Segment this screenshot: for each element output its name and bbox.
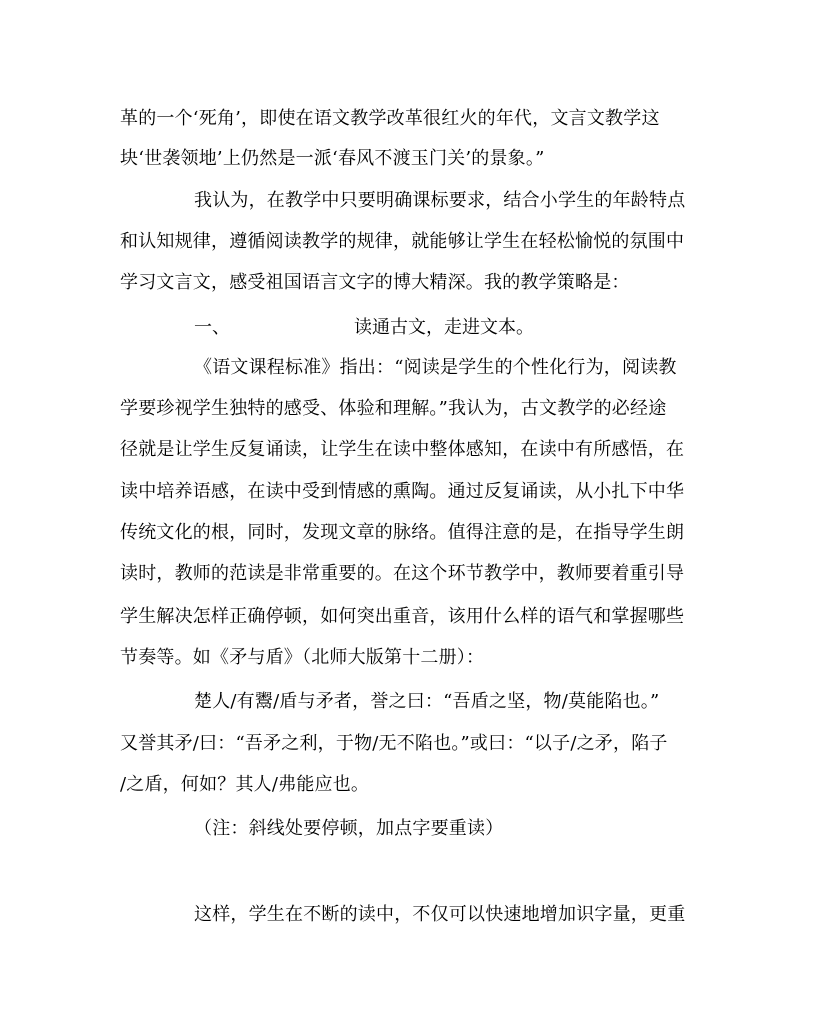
quote-line: 楚人/有鬻/盾与矛者，誉之曰：“吾盾之坚，物/莫能陷也。” bbox=[194, 691, 660, 712]
paragraph-line: 学习文言文，感受祖国语言文字的博大精深。我的教学策略是： bbox=[120, 272, 630, 293]
paragraph-line: 节奏等。如《矛与盾》（北师大版第十二册）： bbox=[120, 647, 485, 668]
section-heading-number: 一、 bbox=[194, 317, 230, 338]
section-heading-title: 读通古文，走进文本。 bbox=[354, 317, 534, 338]
quote-line: /之盾，何如？其人/弗能应也。 bbox=[120, 774, 370, 795]
paragraph-line: 读时，教师的范读是非常重要的。在这个环节教学中，教师要着重引导 bbox=[120, 563, 685, 584]
paragraph-line: 我认为，在教学中只要明确课标要求，结合小学生的年龄特点 bbox=[194, 190, 686, 211]
paragraph-line: 学要珍视学生独特的感受、体验和理解。”我认为，古文教学的必经途 bbox=[120, 398, 667, 419]
paragraph-line: 径就是让学生反复诵读，让学生在读中整体感知，在读中有所感悟，在 bbox=[120, 439, 685, 460]
paragraph-line: 和认知规律，遵循阅读教学的规律，就能够让学生在轻松愉悦的氛围中 bbox=[120, 231, 685, 252]
paragraph-line: 传统文化的根，同时，发现文章的脉络。值得注意的是，在指导学生朗 bbox=[120, 522, 685, 543]
paragraph-line: 革的一个‘死角’，即使在语文教学改革很红火的年代，文言文教学这 bbox=[120, 108, 660, 129]
paragraph-line: 读中培养语感，在读中受到情感的熏陶。通过反复诵读，从小扎下中华 bbox=[120, 481, 685, 502]
note-line: （注：斜线处要停顿，加点字要重读） bbox=[194, 818, 504, 839]
quote-line: 又誉其矛/曰：“吾矛之利，于物/无不陷也。”或曰：“以子/之矛，陷子 bbox=[120, 733, 668, 754]
paragraph-line: 学生解决怎样正确停顿，如何突出重音，该用什么样的语气和掌握哪些 bbox=[120, 606, 685, 627]
paragraph-line: 块‘世袭领地’上仍然是一派‘春风不渡玉门关’的景象。” bbox=[120, 148, 545, 169]
paragraph-line: 这样，学生在不断的读中，不仅可以快速地增加识字量，更重 bbox=[194, 904, 686, 925]
paragraph-line: 《语文课程标准》指出：“阅读是学生的个性化行为，阅读教 bbox=[194, 357, 677, 378]
